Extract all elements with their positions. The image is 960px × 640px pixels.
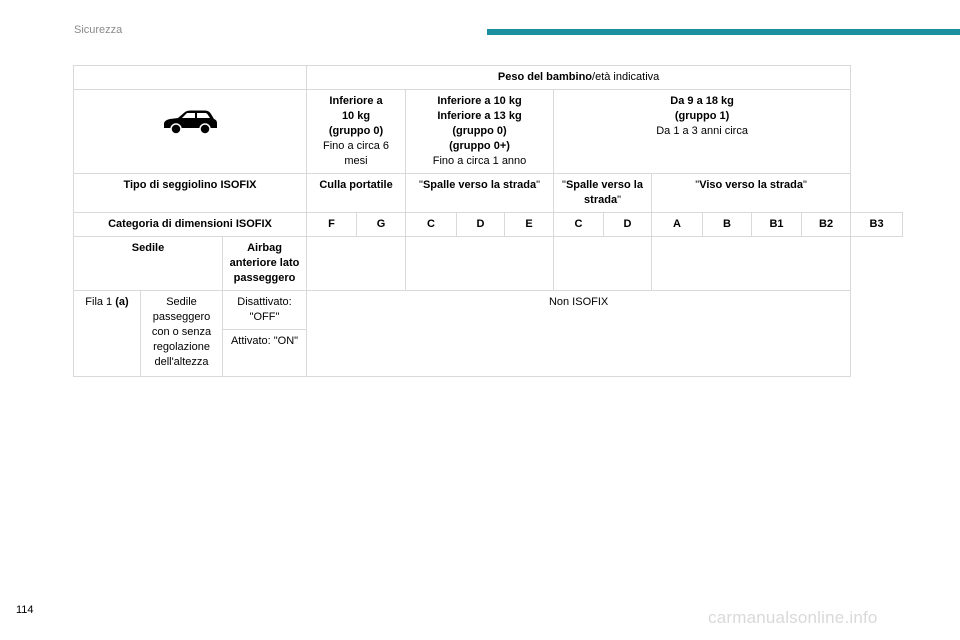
row-1-label-cell	[74, 291, 141, 377]
size-class-label: Categoria di dimensioni ISOFIX	[74, 213, 307, 237]
weight-header-bold: Peso del bambino	[497, 71, 593, 83]
row-1-note: (a)	[115, 296, 129, 308]
size-class-cell: B2	[802, 213, 851, 237]
seat-type-rear-2-text: Spalle verso la strada	[565, 179, 643, 206]
group-0plus-age: Fino a circa 1 anno	[432, 155, 527, 167]
group-0plus-label-1: (gruppo 0)	[452, 125, 507, 137]
header-accent-bar	[487, 29, 960, 35]
size-class-cell: G	[357, 213, 406, 237]
empty-cell	[307, 237, 406, 291]
group-0-label: (gruppo 0)	[328, 125, 384, 137]
seat-type-carrycot: Culla portatile	[307, 174, 406, 213]
seat-type-row	[74, 174, 903, 213]
group-0plus-cell	[406, 90, 554, 174]
group-0-cell	[307, 90, 406, 174]
car-silhouette-icon	[161, 108, 219, 136]
size-class-cell: F	[307, 213, 357, 237]
weight-header	[307, 66, 851, 90]
seat-type-rear-1: "Spalle verso la strada"	[406, 174, 554, 213]
group-0plus-label-2: (gruppo 0+)	[449, 140, 510, 152]
seat-type-forward-text: Viso verso la strada	[699, 179, 803, 191]
group-0-weight-1: Inferiore a	[329, 95, 383, 107]
group-1-cell	[554, 90, 851, 174]
size-class-row	[74, 213, 903, 237]
seat-column-header: Sedile	[74, 237, 223, 291]
size-class-cell: C	[554, 213, 604, 237]
section-title: Sicurezza	[74, 24, 123, 36]
group-1-weight: Da 9 a 18 kg	[670, 95, 734, 107]
size-class-cell: B3	[851, 213, 903, 237]
airbag-on-cell: Attivato: "ON"	[223, 330, 307, 377]
size-class-cell: D	[457, 213, 505, 237]
size-class-cell: B	[703, 213, 752, 237]
empty-cell	[652, 237, 851, 291]
isofix-table	[73, 65, 903, 377]
size-class-cell: D	[604, 213, 652, 237]
row-1-seat-desc: Sedile passeggero con o senza regolazione dell'altezza	[141, 291, 223, 377]
group-0-weight-2: 10 kg	[341, 110, 371, 122]
seat-airbag-header-row	[74, 237, 903, 291]
size-class-cell: E	[505, 213, 554, 237]
seat-type-label: Tipo di seggiolino ISOFIX	[74, 174, 307, 213]
groups-row	[74, 90, 903, 174]
seat-type-forward: "Viso verso la strada"	[652, 174, 851, 213]
seat-type-rear-2: "Spalle verso la strada"	[554, 174, 652, 213]
empty-cell	[406, 237, 554, 291]
watermark-text: carmanualsonline.info	[708, 608, 878, 627]
empty-cell	[554, 237, 652, 291]
weight-header-rest: /età indicativa	[592, 71, 660, 83]
seat-type-rear-1-text: Spalle verso la strada	[422, 179, 537, 191]
row-1-off	[74, 291, 903, 330]
non-isofix-cell: Non ISOFIX	[307, 291, 851, 377]
empty-corner-cell	[74, 66, 307, 90]
group-0plus-weight-2: Inferiore a 13 kg	[437, 110, 522, 122]
page-number: 114	[16, 604, 34, 616]
size-class-cell: A	[652, 213, 703, 237]
weight-header-row	[74, 66, 903, 90]
row-1-label: Fila 1	[85, 296, 113, 308]
group-0plus-weight-1: Inferiore a 10 kg	[437, 95, 522, 107]
size-class-cell: C	[406, 213, 457, 237]
group-1-age: Da 1 a 3 anni circa	[656, 125, 748, 137]
airbag-column-header: Airbag anteriore lato passeggero	[223, 237, 307, 291]
airbag-off-cell: Disattivato: "OFF"	[223, 291, 307, 330]
group-0-age: Fino a circa 6 mesi	[323, 140, 390, 167]
group-1-label: (gruppo 1)	[674, 110, 730, 122]
car-cell	[74, 90, 307, 174]
size-class-cell: B1	[752, 213, 802, 237]
